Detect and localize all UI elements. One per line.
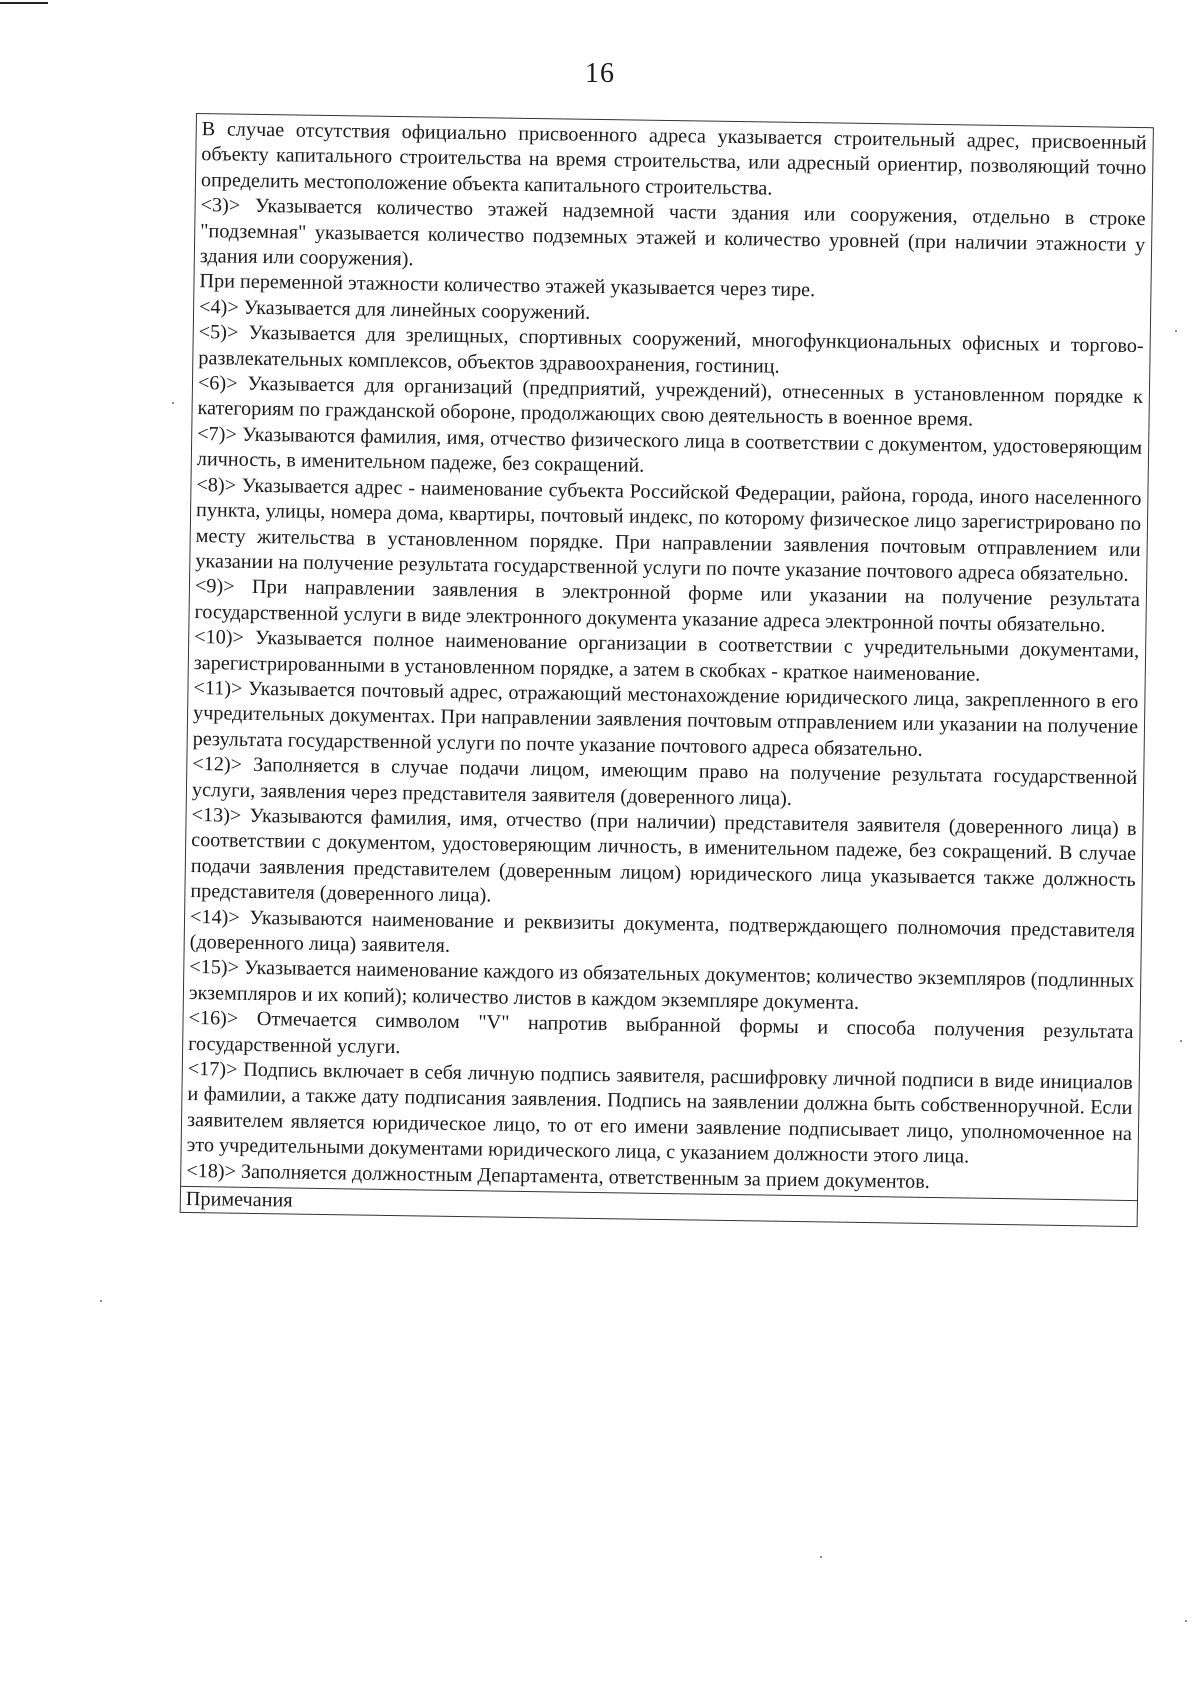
scan-speck bbox=[1175, 330, 1177, 332]
note-7: <7)> Указываются фамилия, имя, отчество физического лица в соответствии с документом, удостоверяющим личность, в именительном падеже, без сокращений. bbox=[196, 422, 1143, 477]
scan-speck bbox=[1185, 1620, 1187, 1622]
note-10: <10)> Указывается полное наименование организации в соответствии с учредительными документами, зарегистрированными в установленном порядке, а затем в скобках - краткое наименование. bbox=[193, 626, 1140, 686]
page-number: 16 bbox=[585, 58, 615, 89]
scan-speck bbox=[100, 1300, 102, 1302]
note-6: <6)> Указывается для организаций (предприятий, учреждений), отнесенных в установленном порядке к категориям по гражданской обороне, продолжающих свою деятельность в военное время. bbox=[197, 372, 1144, 432]
note-11: <11)> Указывается почтовый адрес, отражающий местонахождение юридического лица, закрепленного в его учредительных документах. При направлении заявления почтовым отправлением или указании на получение результата государственной услуги по почте указание почтового адреса обязательно. bbox=[192, 676, 1139, 761]
note-5: <5)> Указывается для зрелищных, спортивных сооружений, многофункциональных офисных и торгово-развлекательных комплексов, объектов здравоохранения, гостиниц. bbox=[198, 321, 1144, 378]
note-3: <3)> Указывается количество этажей надземной части здания или сооружения, отдельно в строке "подземная" указывается количество подземных этажей и количество уровней (при наличии этажности у здания или сооружения). bbox=[199, 194, 1146, 271]
note-15: <15)> Указывается наименование каждого из обязательных документов; количество экземпляров (подлинных экземпляров и их копий); количество листов в каждом экземпляре документа. bbox=[188, 956, 1135, 1014]
note-8: <8)> Указывается адрес - наименование субъекта Российской Федерации, района, города, иного населенного пункта, улицы, номера дома, квартиры, почтовый индекс, по которому физическое лицо зарегистрировано по месту жительства в установленном порядке. При направлении заявления почтовым отправлением или указании на получение результата государственной услуги по почте указание почтового адреса обязательно. bbox=[195, 473, 1142, 586]
remarks-label: Примечания bbox=[185, 1188, 293, 1212]
note-12: <12)> Заполняется в случае подачи лицом, имеющим право на получение результата государственной услуги, заявления через представителя заявителя (доверенного лица). bbox=[191, 753, 1138, 810]
notes-cell bbox=[181, 114, 1153, 1200]
note-3-variable-floors: При переменной этажности количество этажей указывается через тире. bbox=[199, 270, 816, 302]
notes-table bbox=[180, 113, 1154, 1227]
note-13: <13)> Указываются фамилия, имя, отчество (при наличии) представителя заявителя (доверенного лица) в соответствии с документом, удостоверяющим личность, в именительном падеже, без сокращений. В случае подачи заявления представителем (доверенным лицом) юридического лица указывается также должность представителя (доверенного лица). bbox=[190, 803, 1137, 907]
note-16: <16)> Отмечается символом "V" напротив выбранной формы и способа получения результата государственной услуги. bbox=[188, 1007, 1134, 1058]
note-18: <18)> Заполняется должностным Департамента, ответственным за прием документов. bbox=[186, 1159, 930, 1193]
scan-speck bbox=[820, 1556, 822, 1558]
scan-speck bbox=[172, 402, 174, 404]
scan-speck bbox=[1180, 1040, 1182, 1042]
scan-corner-mark bbox=[0, 2, 48, 4]
note-4: <4)> Указывается для линейных сооружений. bbox=[198, 295, 591, 324]
note-14: <14)> Указываются наименование и реквизиты документа, подтверждающего полномочия представителя (доверенного лица) заявителя. bbox=[189, 905, 1136, 957]
note-9: <9)> При направлении заявления в электронной форме или указании на получение результата государственной услуги в виде электронного документа указание адреса электронной почты обязательно. bbox=[194, 575, 1141, 637]
note-address: В случае отсутствия официально присвоенного адреса указывается строительный адрес, присвоенный объекту капитального строительства на время строительства, или адресный ориентир, позволяющий точно определить местоположение объекта капитального строительства. bbox=[200, 118, 1147, 200]
note-17: <17)> Подпись включает в себя личную подпись заявителя, расшифровку личной подписи в виде инициалов и фамилии, а также дату подписания заявления. Подпись на заявлении должна быть собственноручной. Если заявителем является юридическое лицо, то от его имени заявление подписывает лицо, уполномоченное на это учредительными документами юридического лица, с указанием должности этого лица. bbox=[186, 1058, 1133, 1168]
